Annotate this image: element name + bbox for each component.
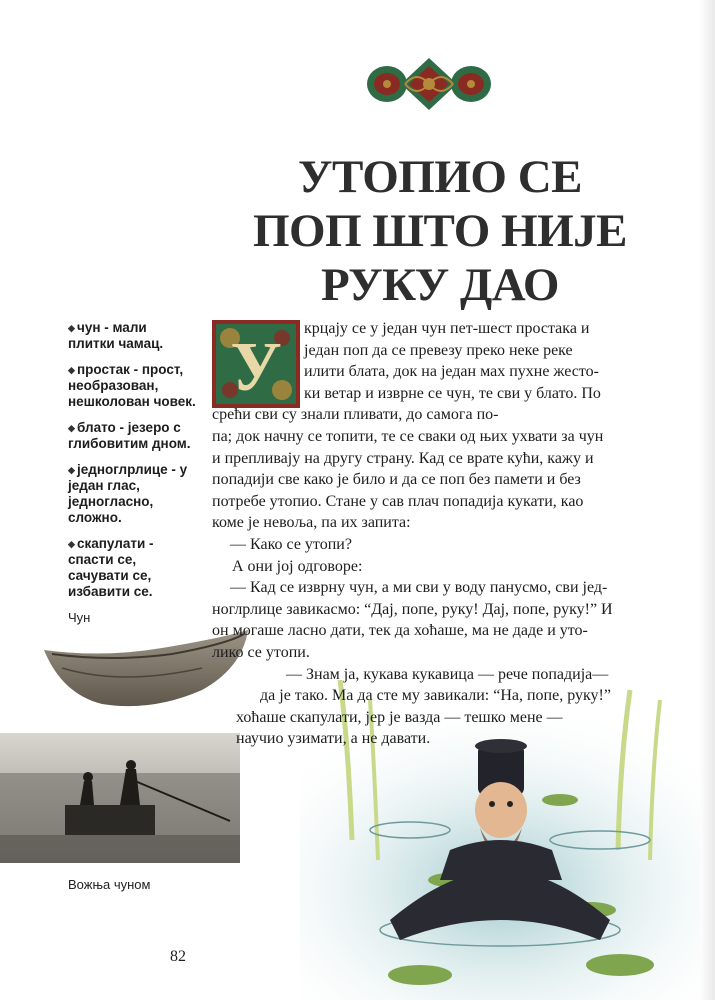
glossary-text: скапулати - спасти се, сачувати се, избавити се. [68, 536, 154, 599]
photo-caption: Вожња чуном [68, 877, 151, 892]
story-line: попадији све како је било и да се поп без памети и без [212, 471, 581, 489]
diamond-bullet-icon: ◆ [68, 323, 75, 333]
byzantine-ornament-icon [365, 56, 493, 112]
story-line: илити блата, док на један мах пухне жесто- [304, 363, 599, 381]
story-line: крцају се у један чун пет-шест простака и [304, 320, 590, 337]
story-line: А они јој одговоре: [232, 557, 363, 575]
story-line: — Како се утопи? [230, 535, 352, 553]
page-edge [699, 0, 715, 1000]
story-line: ноглрлице завикасмо: “Дај, попе, руку! Дај, попе, руку!” И [212, 600, 613, 618]
story-line: он могаше ласно дати, тек да хоћаше, ма не даде и уто- [212, 622, 588, 640]
story-line: и препливају на другу страну. Кад се врате кући, кажу и [212, 449, 594, 467]
title-line: РУКУ ДАО [321, 259, 559, 311]
diamond-bullet-icon: ◆ [68, 539, 75, 549]
glossary-entry [68, 320, 196, 352]
story-line: један поп да се превезу преко неке реке [304, 341, 573, 359]
page-number: 82 [170, 948, 186, 965]
story-line: — Кад се изврну чун, а ми сви у воду панусмо, сви јед- [230, 579, 608, 597]
story-line: да је тако. Ма да сте му завикали: “На, попе, руку!” [260, 687, 611, 705]
story-line: научио узимати, а не давати. [236, 730, 431, 748]
story-line: срећи сви су знали пливати, до самога по- [212, 406, 499, 424]
glossary-text: једноглрлице - у један глас, једногласно, сложно. [68, 462, 188, 525]
story-line: ки ветар и изврне се чун, те сви у блато. По [304, 384, 601, 402]
glossary-text: чун - мали плитки чамац. [68, 320, 164, 351]
story-body [212, 318, 654, 750]
story-title [240, 150, 640, 312]
glossary-entry [68, 536, 196, 600]
story-line: хоћаше скапулати, јер је вазда — тешко мене — [236, 708, 563, 726]
title-line: ПОП ШТО НИЈЕ [252, 205, 628, 257]
boat-ride-photo [0, 733, 240, 863]
diamond-bullet-icon: ◆ [68, 423, 75, 433]
glossary-entry [68, 362, 196, 410]
dropcap-letter: У [230, 329, 282, 406]
story-line: коме је невоља, па их запита: [212, 514, 411, 532]
story-line: — Знам ја, кукава кукавица — рече попадија— [286, 665, 609, 683]
diamond-bullet-icon: ◆ [68, 465, 75, 475]
boat-caption: Чун [68, 610, 91, 625]
diamond-bullet-icon: ◆ [68, 365, 75, 375]
story-line: па; док начну се топити, те се сваки од њих ухвати за чун [212, 427, 604, 445]
story-line: потребе утопио. Стане у сав плач попадија кукати, као [212, 492, 584, 510]
glossary-entry [68, 420, 196, 452]
glossary-entry [68, 462, 196, 526]
story-line: лико се утопи. [212, 643, 310, 661]
title-line: УТОПИО СЕ [298, 151, 582, 203]
glossary-text: простак - прост, необразован, нешколован човек. [68, 362, 196, 409]
glossary [68, 320, 196, 610]
glossary-text: блато - језеро с глибовитим дном. [68, 420, 191, 451]
